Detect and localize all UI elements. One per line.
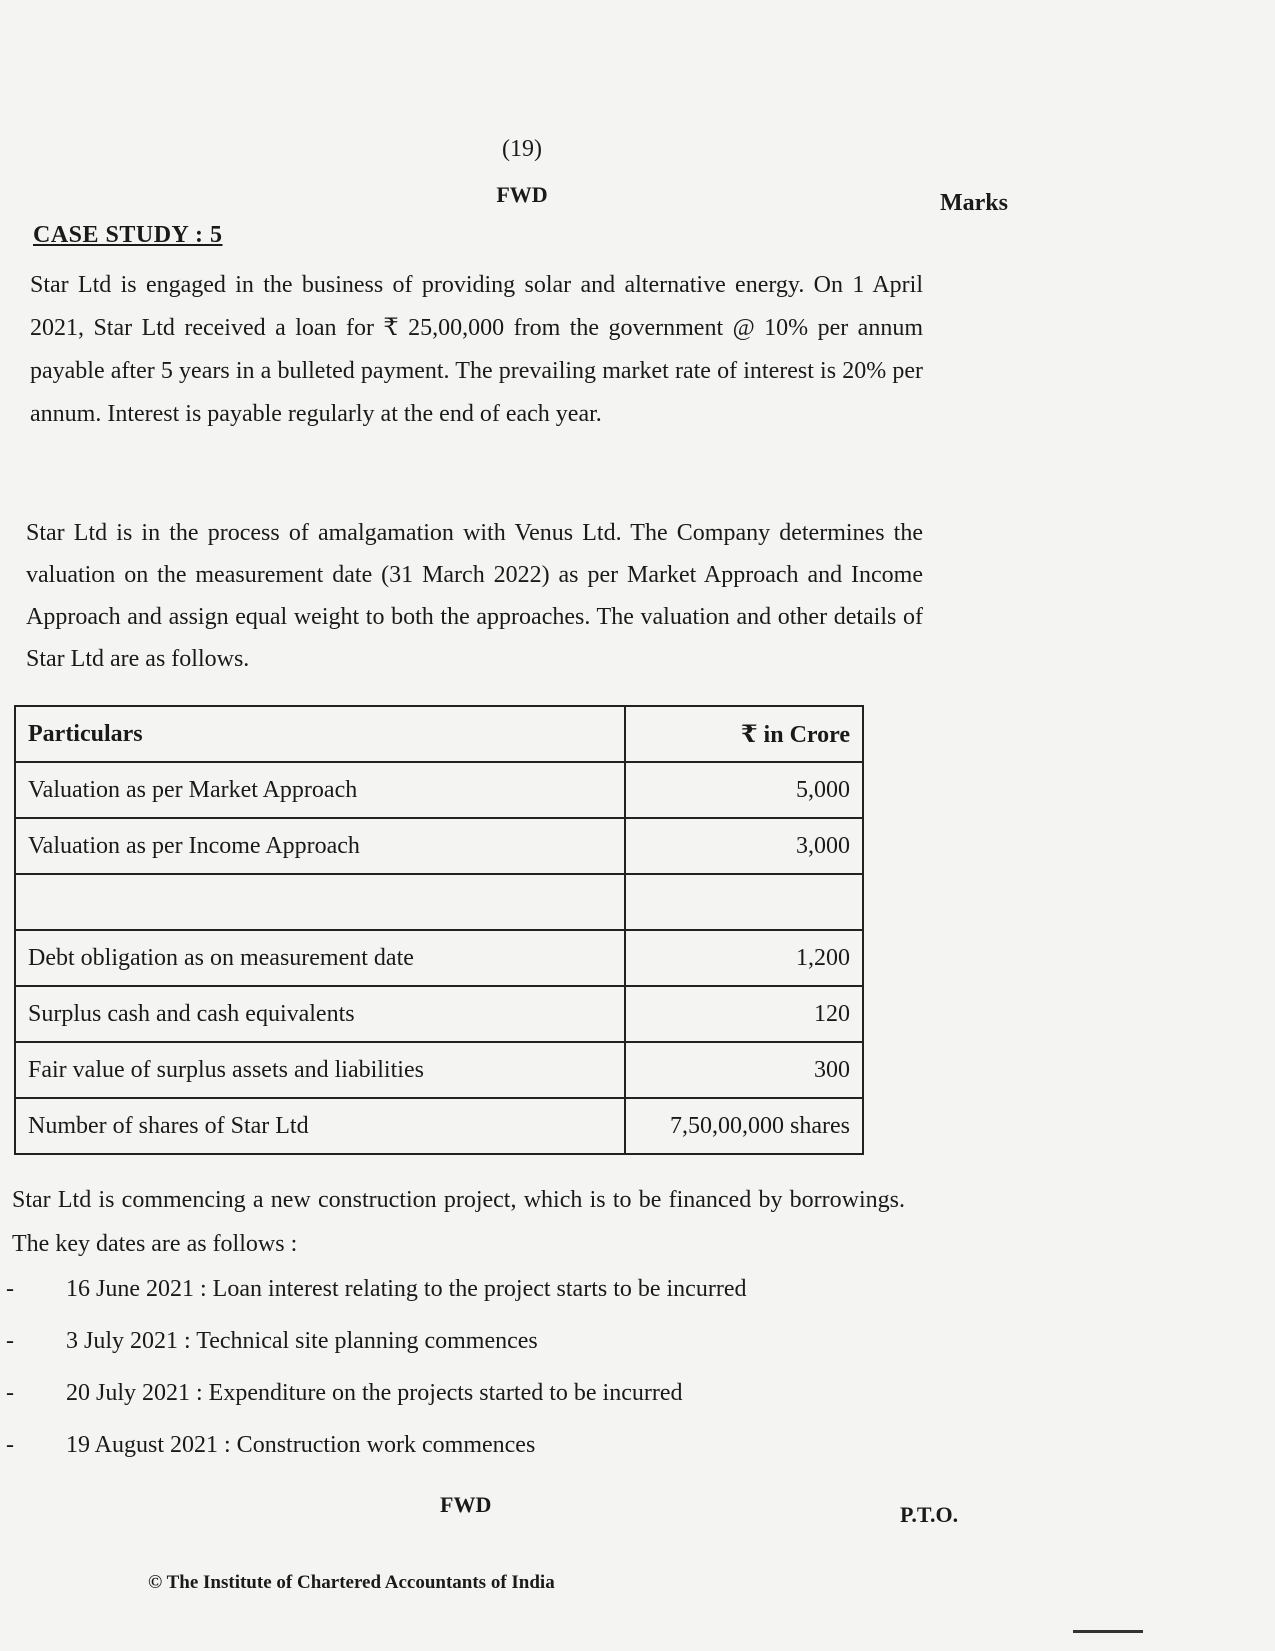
list-item-text: 19 August 2021 : Construction work commences: [66, 1432, 536, 1458]
table-cell-value: 120: [625, 986, 863, 1042]
footer-paper-code: FWD: [440, 1492, 492, 1517]
table-row: [15, 874, 863, 930]
valuation-table: [14, 705, 864, 1155]
table-cell-value: 7,50,00,000 shares: [625, 1098, 863, 1154]
key-dates-list: [0, 1276, 900, 1484]
list-item-text: 3 July 2021 : Technical site planning commences: [66, 1328, 538, 1354]
table-row: [15, 1042, 863, 1098]
list-bullet: -: [6, 1276, 14, 1302]
table-cell-value: 3,000: [625, 818, 863, 874]
table-cell-value: [625, 874, 863, 930]
table-cell-label: Surplus cash and cash equivalents: [15, 986, 625, 1042]
table-cell-label: Valuation as per Income Approach: [15, 818, 625, 874]
table-cell-label: [15, 874, 625, 930]
page-number: (19): [502, 136, 542, 162]
pto-label: P.T.O.: [900, 1502, 959, 1527]
table-row: [15, 762, 863, 818]
list-item: [0, 1432, 900, 1484]
list-item: [0, 1328, 900, 1380]
list-item: [0, 1380, 900, 1432]
table-cell-value: 300: [625, 1042, 863, 1098]
table-row: [15, 986, 863, 1042]
case-study-title: CASE STUDY : 5: [33, 222, 223, 248]
table-header-row: [15, 706, 863, 762]
table-cell-label: Valuation as per Market Approach: [15, 762, 625, 818]
case-paragraph-2: Star Ltd is in the process of amalgamation with Venus Ltd. The Company determines the valuation on the measurement date (31 March 2022) as per Market Approach and Income Approach and assign equal weight to both the approaches. The valuation and other details of Star Ltd are as follows.: [26, 520, 923, 672]
table-header-unit: ₹ in Crore: [625, 706, 863, 762]
case-paragraph-1: Star Ltd is engaged in the business of providing solar and alternative energy. On 1 April 2021, Star Ltd received a loan for ₹ 25,00,000 from the government @ 10% per annum payable after 5 years in a bulleted payment. The prevailing market rate of interest is 20% per annum. Interest is payable regularly at the end of each year.: [30, 272, 923, 427]
list-bullet: -: [6, 1380, 14, 1406]
list-item-text: 20 July 2021 : Expenditure on the projects started to be incurred: [66, 1380, 683, 1406]
table-cell-label: Fair value of surplus assets and liabilities: [15, 1042, 625, 1098]
table-header-particulars: Particulars: [15, 706, 625, 762]
list-item: [0, 1276, 900, 1328]
table-cell-label: Number of shares of Star Ltd: [15, 1098, 625, 1154]
case-paragraph-3: Star Ltd is commencing a new construction project, which is to be financed by borrowings. The key dates are as follows :: [12, 1187, 905, 1257]
list-bullet: -: [6, 1328, 14, 1354]
copyright-notice: © The Institute of Chartered Accountants of India: [148, 1572, 555, 1593]
list-bullet: -: [6, 1432, 14, 1458]
marks-label: Marks: [940, 190, 1008, 216]
table-cell-value: 1,200: [625, 930, 863, 986]
header-paper-code: FWD: [496, 182, 548, 207]
list-item-text: 16 June 2021 : Loan interest relating to the project starts to be incurred: [66, 1276, 747, 1302]
table-row: [15, 930, 863, 986]
table-row: [15, 818, 863, 874]
table-row: [15, 1098, 863, 1154]
table-cell-value: 5,000: [625, 762, 863, 818]
table-cell-label: Debt obligation as on measurement date: [15, 930, 625, 986]
corner-rule: [1073, 1630, 1143, 1633]
